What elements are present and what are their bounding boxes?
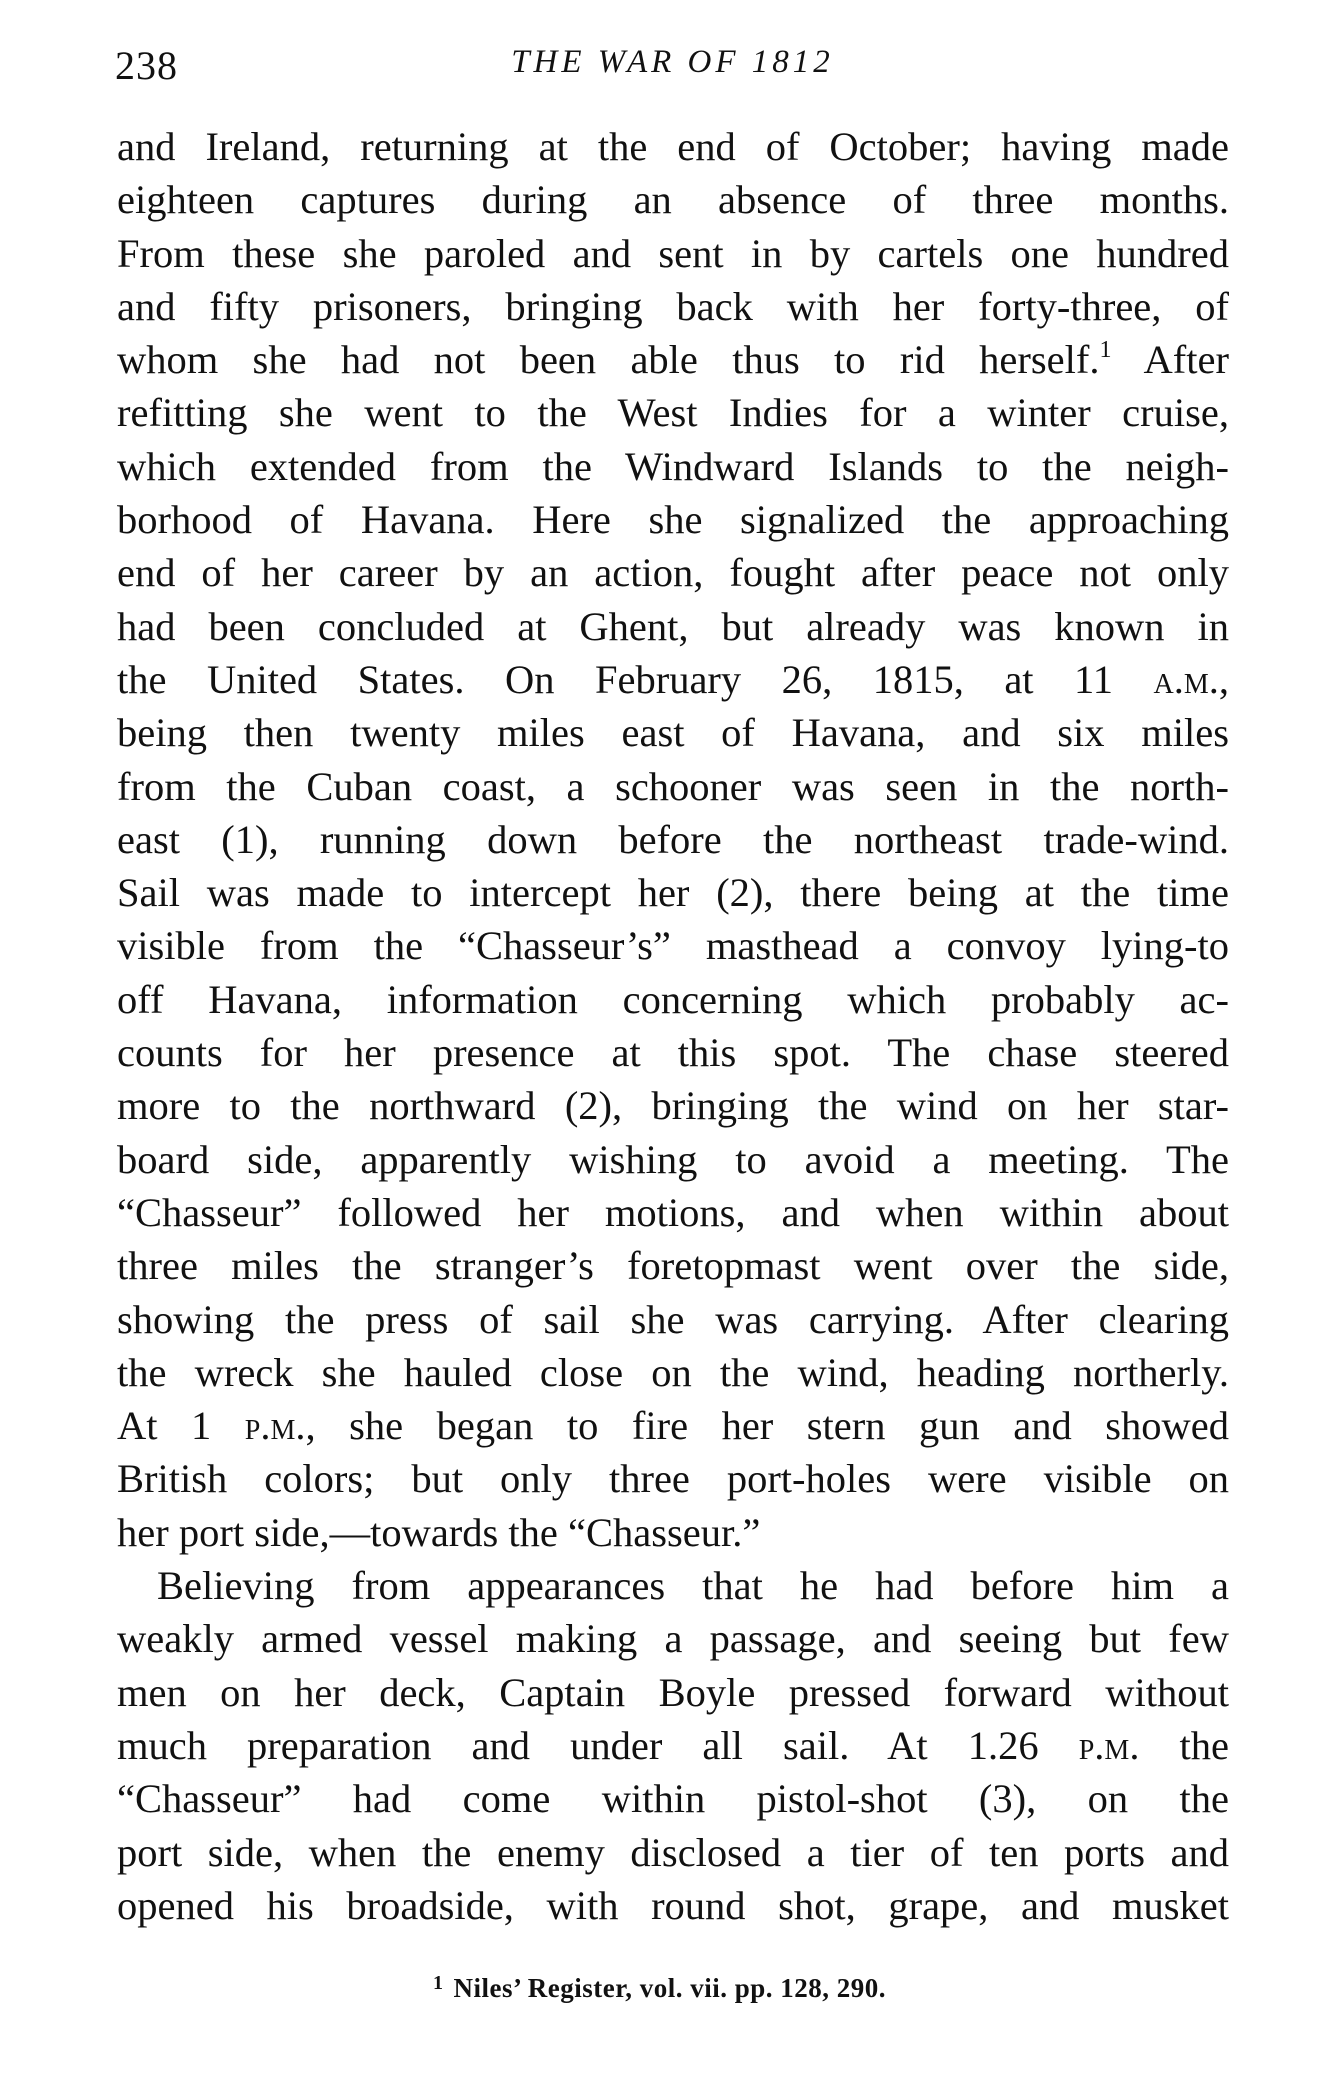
time-abbreviation: p.m. [1078, 1722, 1140, 1768]
text-segment: she began to fire her stern gun and showed [349, 1403, 1230, 1449]
text-line: end of her career by an action, fought after peace not only [117, 550, 1229, 596]
text-line: borhood of Havana. Here she signalized the approaching [117, 497, 1229, 543]
text-line: eighteen captures during an absence of three months. [117, 177, 1229, 223]
time-abbreviation: a.m., [1153, 656, 1230, 702]
text-line: east (1), running down before the northeast trade-wind. [117, 816, 1229, 862]
running-head [115, 42, 1230, 92]
text-segment: whom she had not been able thus to rid herself. [117, 337, 1100, 383]
text-line [117, 653, 1229, 706]
text-segment: much preparation and under all sail. At 1.26 [117, 1722, 1039, 1768]
text-line: counts for her presence at this spot. The chase steered [117, 1030, 1229, 1076]
time-abbreviation: p.m., [244, 1403, 316, 1449]
text-line: off Havana, information concerning which probably ac- [117, 976, 1229, 1022]
text-line [117, 1399, 1229, 1452]
footnote-marker: 1 [433, 1972, 444, 1994]
text-line: visible from the “Chasseur’s” masthead a convoy lying-to [117, 923, 1229, 969]
text-line [117, 333, 1229, 386]
text-line: “Chasseur” followed her motions, and when within about [117, 1189, 1229, 1235]
text-line: being then twenty miles east of Havana, and six miles [117, 710, 1229, 756]
text-line: her port side,—towards the “Chasseur.” [117, 1509, 761, 1555]
text-line: more to the northward (2), bringing the wind on her star- [117, 1083, 1229, 1129]
text-line: port side, when the enemy disclosed a tier of ten ports and [117, 1829, 1229, 1875]
text-line: the wreck she hauled close on the wind, heading northerly. [117, 1349, 1229, 1395]
text-line: From these she paroled and sent in by cartels one hundred [117, 230, 1229, 276]
text-segment: the [1179, 1722, 1230, 1768]
text-line: weakly armed vessel making a passage, and seeing but few [117, 1616, 1229, 1662]
body-text [117, 120, 1229, 1932]
page-number: 238 [115, 43, 178, 88]
text-line: Sail was made to intercept her (2), there being at the time [117, 870, 1229, 916]
text-line [117, 1719, 1229, 1772]
footnote-text: Niles’ Register, vol. vii. pp. 128, 290. [453, 1973, 886, 2003]
text-line: showing the press of sail she was carrying. After clearing [117, 1296, 1229, 1342]
text-segment: the United States. On February 26, 1815, at 11 [117, 656, 1114, 702]
text-line: and Ireland, returning at the end of October; having made [117, 124, 1229, 169]
running-title: THE WAR OF 1812 [511, 44, 834, 80]
text-line: opened his broadside, with round shot, grape, and musket [117, 1882, 1229, 1928]
text-line: men on her deck, Captain Boyle pressed forward without [117, 1669, 1229, 1715]
text-line: which extended from the Windward Islands to the neigh- [117, 443, 1229, 489]
footnote-reference: 1 [1099, 337, 1112, 364]
text-line: had been concluded at Ghent, but already was known in [117, 603, 1229, 649]
text-segment: At 1 [117, 1403, 212, 1449]
text-line: three miles the stranger’s foretopmast went over the side, [117, 1243, 1229, 1289]
text-line: Believing from appearances that he had before him a [157, 1563, 1229, 1609]
text-line: “Chasseur” had come within pistol-shot (3), on the [117, 1776, 1229, 1822]
text-line: from the Cuban coast, a schooner was seen in the north- [117, 763, 1229, 809]
text-line: and fifty prisoners, bringing back with her forty-three, of [117, 283, 1229, 329]
text-line: board side, apparently wishing to avoid a meeting. The [117, 1136, 1229, 1182]
text-line: British colors; but only three port-holes were visible on [117, 1456, 1229, 1502]
text-line: refitting she went to the West Indies for a winter cruise, [117, 390, 1229, 436]
text-segment: After [1143, 337, 1229, 383]
footnote [0, 1972, 1319, 2004]
